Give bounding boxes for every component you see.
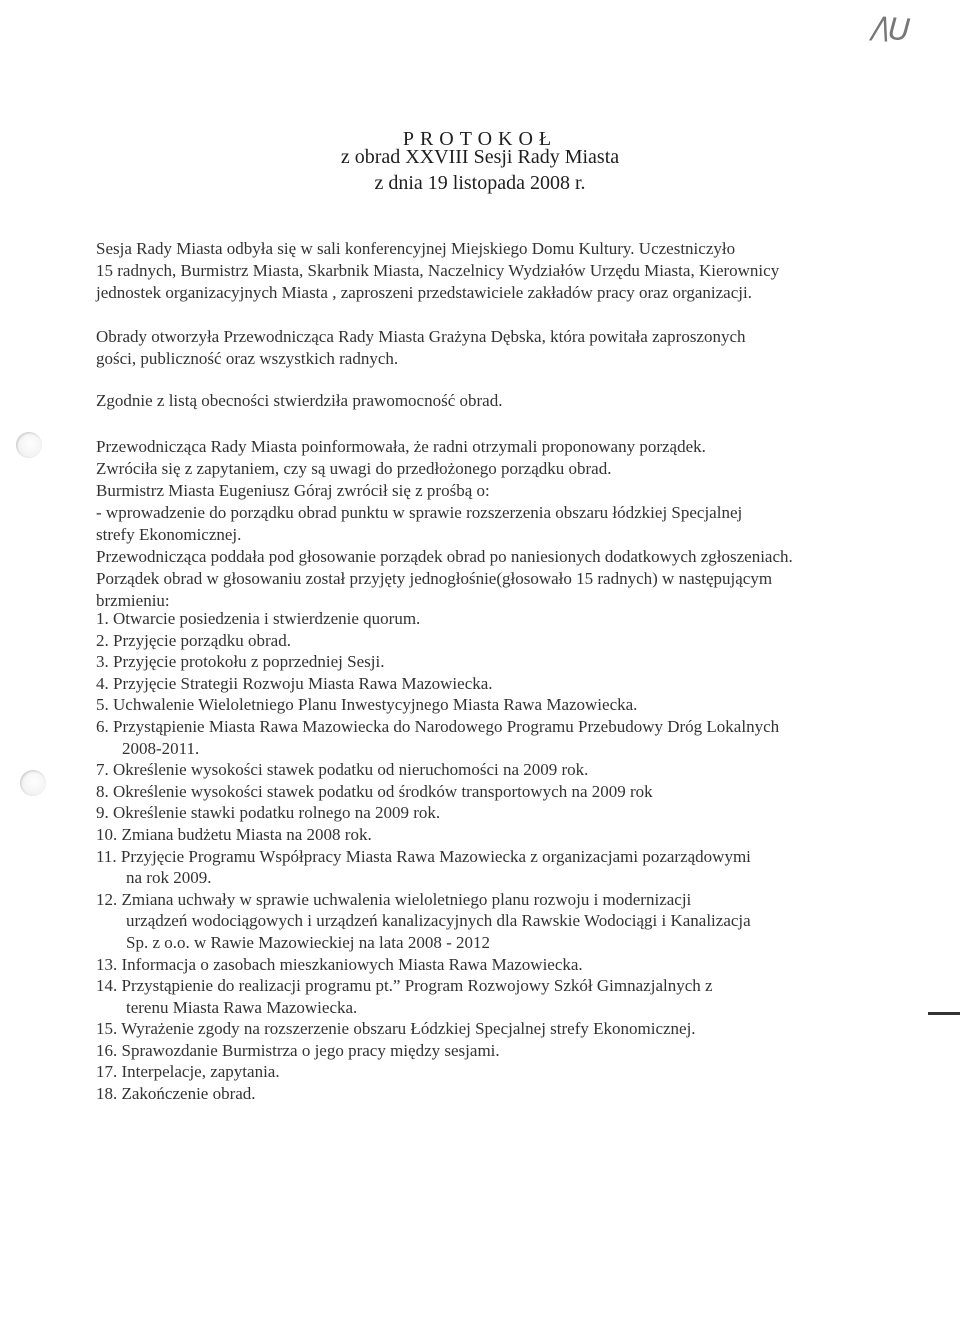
agenda-item	[96, 673, 779, 695]
agenda-item-continuation: terenu Miasta Rawa Mazowiecka.	[126, 997, 358, 1017]
agenda-item	[96, 630, 779, 652]
agenda-intro-line: brzmieniu:	[96, 591, 170, 610]
agenda-item-continuation: 2008-2011.	[122, 738, 200, 758]
agenda-item-number: 4.	[96, 673, 109, 693]
agenda-item	[96, 1061, 779, 1083]
agenda-item-number: 10.	[96, 824, 118, 844]
agenda-item	[96, 781, 779, 803]
agenda-item-text: Przyjęcie Programu Współpracy Miasta Rawa Mazowiecka z organizacjami pozarządowymi	[120, 846, 751, 866]
agenda-item-text: Zakończenie obrad.	[121, 1084, 256, 1104]
agenda-item-text: Otwarcie posiedzenia i stwierdzenie quorum.	[113, 609, 421, 628]
agenda-item	[96, 694, 779, 716]
agenda-item-text: Zmiana uchwały w sprawie uchwalenia wieloletniego planu rozwoju i modernizacji	[121, 889, 692, 909]
agenda-item-text: Informacja o zasobach mieszkaniowych Miasta Rawa Mazowiecka.	[121, 954, 583, 974]
opening-paragraph	[96, 326, 746, 370]
agenda-item	[96, 975, 779, 1018]
agenda-item-continuation: urządzeń wodociągowych i urządzeń kanalizacyjnych dla Rawskie Wodociągi i Kanalizacja	[126, 911, 751, 931]
agenda-item-number: 16.	[96, 1040, 118, 1060]
intro-line: Sesja Rady Miasta odbyła się w sali konferencyjnej Miejskiego Domu Kultury. Uczestniczyło	[96, 239, 736, 258]
agenda-item-text: Interpelacje, zapytania.	[121, 1062, 280, 1082]
document-title: PROTOKOŁ	[402, 128, 558, 150]
agenda-item-continuation: na rok 2009.	[126, 868, 212, 888]
agenda-item	[96, 759, 779, 781]
scan-edge-mark	[928, 1012, 960, 1015]
agenda-item-text: Zmiana budżetu Miasta na 2008 rok.	[121, 824, 372, 844]
agenda-item-number: 7.	[96, 760, 109, 780]
agenda-item-number: 3.	[96, 652, 109, 672]
agenda-item-number: 14.	[96, 976, 118, 996]
agenda-item-text: Określenie wysokości stawek podatku od środków transportowych na 2009 rok	[113, 781, 653, 801]
agenda-item-number: 11.	[96, 846, 117, 866]
intro-line: 15 radnych, Burmistrz Miasta, Skarbnik Miasta, Naczelnicy Wydziałów Urzędu Miasta, Kierownicy	[96, 261, 780, 280]
agenda-intro-line: Porządek obrad w głosowaniu został przyjęty jednogłośnie(głosowało 15 radnych) w następującym	[96, 569, 773, 588]
agenda-intro-line: Burmistrz Miasta Eugeniusz Góraj zwrócił się z prośbą o:	[96, 481, 490, 500]
agenda-item-text: Sprawozdanie Burmistrza o jego pracy między sesjami.	[121, 1040, 500, 1060]
agenda-item-text: Określenie stawki podatku rolnego na 2009 rok.	[113, 803, 441, 823]
punch-hole-bottom	[20, 770, 46, 796]
document-date: z dnia 19 listopada 2008 r.	[374, 172, 586, 194]
punch-hole-top	[16, 432, 42, 458]
opening-line: gości, publiczność oraz wszystkich radnych.	[96, 349, 399, 368]
agenda-item	[96, 651, 779, 673]
agenda-item	[96, 824, 779, 846]
quorum-paragraph: Zgodnie z listą obecności stwierdziła prawomocność obrad.	[96, 391, 503, 410]
agenda-intro-line: Przewodnicząca Rady Miasta poinformowała, że radni otrzymali proponowany porządek.	[96, 437, 706, 456]
agenda-item-number: 12.	[96, 889, 118, 909]
agenda-item-number: 5.	[96, 695, 109, 715]
agenda-list	[96, 608, 779, 1105]
agenda-item-text: Przyjęcie porządku obrad.	[113, 630, 291, 650]
agenda-item	[96, 954, 779, 976]
agenda-item-text: Określenie wysokości stawek podatku od nieruchomości na 2009 rok.	[113, 760, 589, 780]
agenda-intro-line: Zwróciła się z zapytaniem, czy są uwagi do przedłożonego porządku obrad.	[96, 459, 612, 478]
document-subtitle: z obrad XXVIII Sesji Rady Miasta	[340, 146, 620, 168]
agenda-intro	[96, 436, 793, 612]
agenda-item	[96, 1040, 779, 1062]
agenda-item-text: Przyjęcie Strategii Rozwoju Miasta Rawa Mazowiecka.	[113, 673, 493, 693]
agenda-item	[96, 716, 779, 759]
intro-line: jednostek organizacyjnych Miasta , zaproszeni przedstawiciele zakładów pracy oraz organizacji.	[96, 283, 752, 302]
agenda-item-number: 8.	[96, 781, 109, 801]
intro-paragraph	[96, 238, 779, 304]
agenda-item	[96, 608, 779, 630]
agenda-item-text: Przyjęcie protokołu z poprzedniej Sesji.	[113, 652, 385, 672]
agenda-item-number: 15.	[96, 1019, 118, 1039]
agenda-item-number: 6.	[96, 716, 109, 736]
agenda-item	[96, 1083, 779, 1105]
agenda-intro-line: - wprowadzenie do porządku obrad punktu w sprawie rozszerzenia obszaru łódzkiej Specjalnej	[96, 503, 743, 522]
agenda-item-text: Przystąpienie Miasta Rawa Mazowiecka do Narodowego Programu Przebudowy Dróg Lokalnych	[113, 716, 780, 736]
agenda-item-text: Uchwalenie Wieloletniego Planu Inwestycyjnego Miasta Rawa Mazowiecka.	[113, 695, 638, 715]
agenda-item-number: 9.	[96, 803, 109, 823]
opening-line: Obrady otworzyła Przewodnicząca Rady Miasta Grażyna Dębska, która powitała zaproszonych	[96, 327, 746, 346]
agenda-item-number: 13.	[96, 954, 118, 974]
agenda-item	[96, 1018, 779, 1040]
agenda-item	[96, 846, 779, 889]
agenda-item	[96, 802, 779, 824]
agenda-item-text: Przystąpienie do realizacji programu pt.” Program Rozwojowy Szkół Gimnazjalnych z	[121, 976, 713, 996]
agenda-item-number: 2.	[96, 630, 109, 650]
agenda-item-number: 17.	[96, 1062, 118, 1082]
agenda-intro-line: Przewodnicząca poddała pod głosowanie porządek obrad po naniesionych dodatkowych zgłoszeniach.	[96, 547, 793, 566]
agenda-item-number: 1.	[96, 609, 109, 628]
agenda-intro-line: strefy Ekonomicznej.	[96, 525, 242, 544]
agenda-item-number: 18.	[96, 1084, 118, 1104]
handwritten-page-mark: /\U	[870, 10, 910, 49]
agenda-item	[96, 889, 779, 954]
agenda-item-text: Wyrażenie zgody na rozszerzenie obszaru Łódzkiej Specjalnej strefy Ekonomicznej.	[121, 1019, 696, 1039]
agenda-item-continuation: Sp. z o.o. w Rawie Mazowieckiej na lata 2008 - 2012	[126, 932, 490, 952]
